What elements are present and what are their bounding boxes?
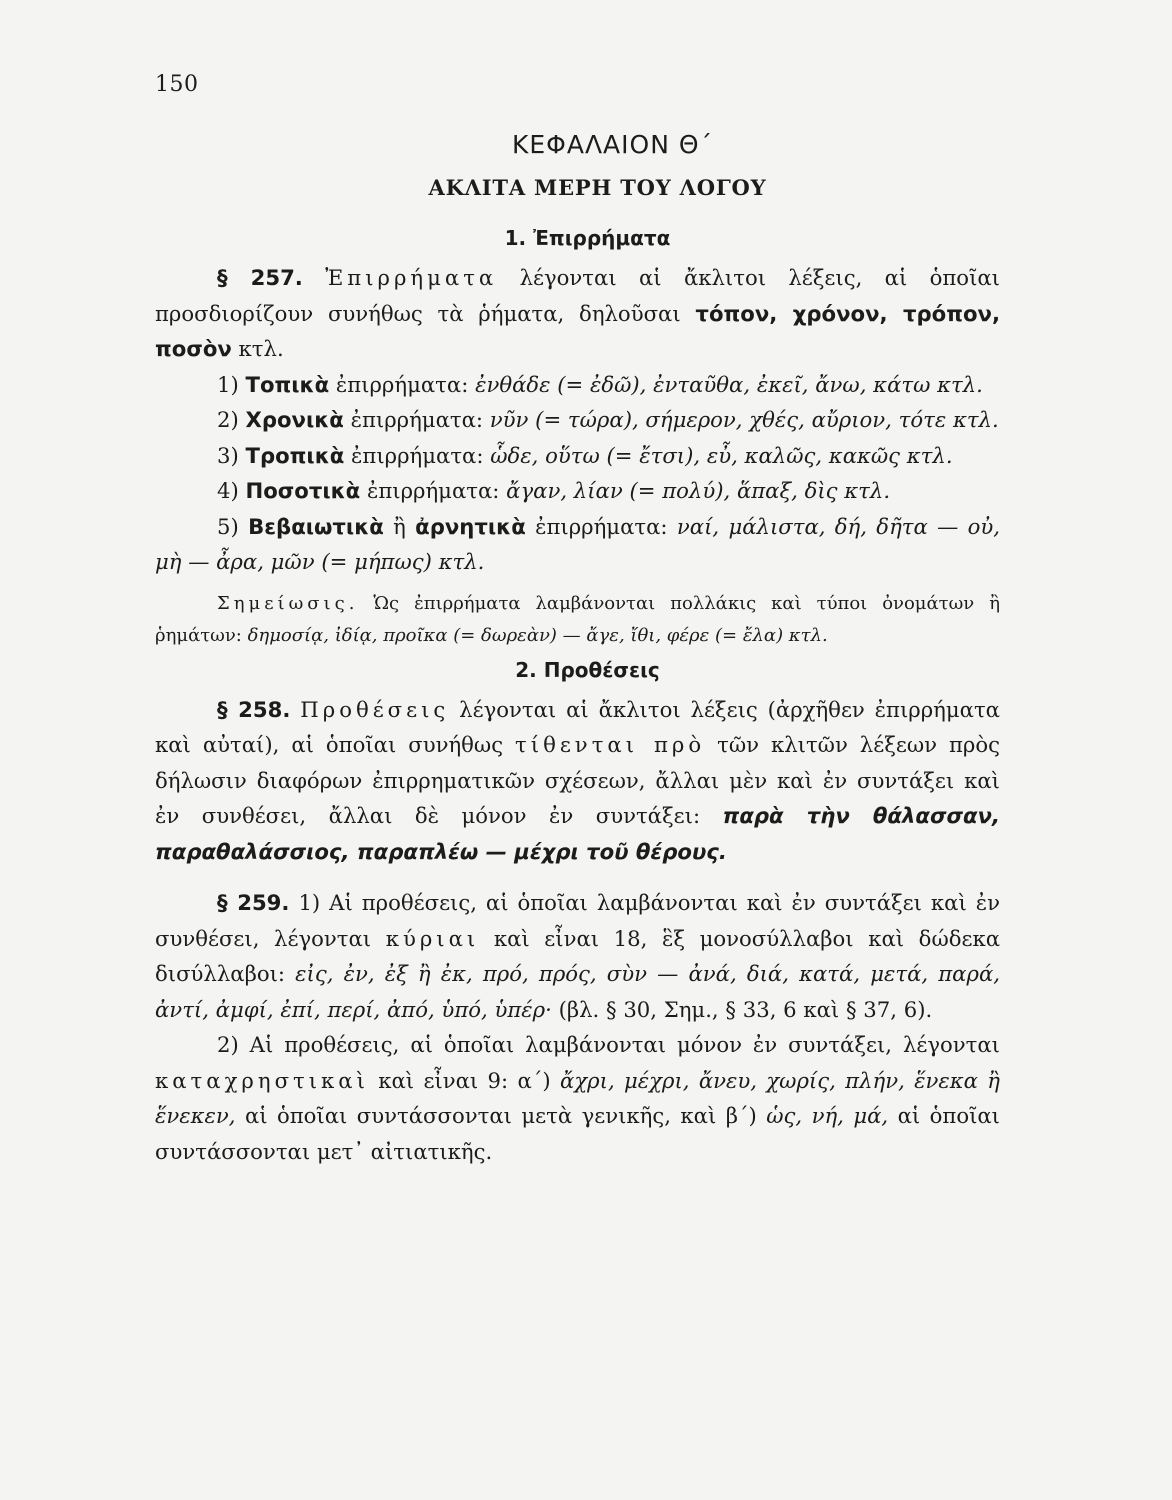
paragraph-258 (155, 692, 1000, 870)
note-text: Ὡς ἐπιρρήματα λαμβάνονται πολλάκις καὶ τύποι ὀνομάτων ἢ ῥημάτων: (155, 592, 1000, 646)
item-text: ἐπιρρήματα: (343, 407, 490, 432)
item-label: Βεβαιωτικὰ (248, 513, 384, 539)
paragraph-text: λέγονται αἱ ἄκλιτοι λέξεις (ἀρχῆθεν ἐπιρρήματα καὶ αὐταί), αἱ ὁποῖαι συνήθως (155, 696, 1000, 757)
item-label: Χρονικὰ (245, 407, 344, 432)
term: Ἐπιρρήματα (325, 265, 498, 290)
item-examples: ἐνθάδε (= ἐδῶ), ἐνταῦθα, ἐκεῖ, ἄνω, κάτω κτλ. (475, 371, 983, 397)
item-number: 1) (217, 371, 239, 397)
item-label: Τοπικὰ (245, 371, 330, 397)
item-label: Ποσοτικὰ (245, 478, 361, 503)
item-number: 4) (217, 478, 239, 503)
page-number: 150 (155, 72, 199, 97)
paragraph-text: (βλ. § 30, Σημ., § 33, 6 καὶ § 37, 6). (551, 996, 933, 1022)
item-number: 5) (217, 513, 239, 539)
term: τίθενται πρὸ (515, 732, 706, 757)
section-number: § 257. (217, 265, 303, 290)
paragraph-text: 1) Αἱ προθέσεις, αἱ ὁποῖαι λαμβάνονται καὶ ἐν συντάξει καὶ ἐν συνθέσει, λέγονται (155, 890, 1000, 951)
item-number: 3) (217, 442, 239, 468)
item-text: ἐπιρρήματα: (360, 478, 507, 503)
paragraph-257 (155, 260, 1000, 367)
term: κύριαι (385, 925, 480, 951)
item-examples: νῦν (= τώρα), σήμερον, χθές, αὔριον, τότε κτλ. (489, 407, 999, 432)
list-item (155, 402, 1000, 438)
examples: παρὰ τὴν θάλασσαν, παραθαλάσσιος, παραπλέω — μέχρι τοῦ θέρους. (155, 803, 1000, 864)
section-number: § 259. (217, 890, 290, 915)
spacer (155, 869, 1000, 885)
examples: ἄχρι, μέχρι, ἄνευ, χωρίς, πλήν, ἕνεκα ἢ ἕνεκεν, (155, 1067, 1000, 1128)
chapter-title: ΚΕΦΑΛΑΙΟΝ Θ΄ (511, 130, 714, 159)
item-label: ἀρνητικὰ (415, 513, 526, 539)
note-examples: δημοσίᾳ, ἰδίᾳ, προῖκα (= δωρεὰν) — ἄγε, ἴθι, φέρε (= ἔλα) κτλ. (247, 624, 828, 646)
item-text: ἢ (383, 513, 416, 539)
paragraph-text: αἱ ὁποῖαι συντάσσονται μετὰ γενικῆς, καὶ β΄) (235, 1103, 767, 1128)
list-item (155, 438, 1000, 474)
examples: ὡς, νή, μά, (766, 1103, 889, 1128)
section-heading-prepositions: 2. Προθέσεις (515, 657, 660, 682)
paragraph-text: καὶ εἶναι 9: α΄) (368, 1067, 561, 1093)
section-heading-adverbs: 1. Ἐπιρρήματα (504, 226, 671, 250)
item-text: ἐπιρρήματα: (344, 442, 491, 468)
item-number: 2) (217, 407, 239, 432)
item-examples: ναί, μάλιστα, δή, δῆτα — οὐ, μὴ — ἆρα, μῶν (= μήπως) κτλ. (155, 513, 1000, 574)
term: καταχρηστικαὶ (155, 1067, 369, 1093)
note (155, 588, 1000, 652)
paragraph-text: 2) Αἱ προθέσεις, αἱ ὁποῖαι λαμβάνονται μόνον ἐν συντάξει, λέγονται (217, 1032, 1000, 1057)
item-text: ἐπιρρήματα: (329, 371, 476, 397)
paragraph-text: αἱ ὁποῖαι συντάσσονται μετ᾽ αἰτιατικῆς. (155, 1103, 1000, 1164)
paragraph-259-2 (155, 1027, 1000, 1169)
paragraph-259 (155, 885, 1000, 1027)
bold-terms: τόπον, χρόνον, τρόπον, ποσὸν (155, 300, 1000, 361)
item-label: Τροπικὰ (245, 442, 345, 468)
paragraph-text: καὶ εἶναι 18, ἓξ μονοσύλλαβοι καὶ δώδεκα δισύλλαβοι: (155, 925, 1001, 986)
chapter-subtitle: ΑΚΛΙΤΑ ΜΕΡΗ ΤΟΥ ΛΟΓΟΥ (428, 175, 767, 200)
page-content (155, 130, 1000, 1169)
paragraph-text: λέγονται αἱ ἄκλιτοι λέξεις, αἱ ὁποῖαι προσδιορίζουν συνήθως τὰ ῥήματα, δηλοῦσαι (155, 265, 1000, 326)
section-number: § 258. (217, 696, 291, 722)
item-examples: ἄγαν, λίαν (= πολύ), ἅπαξ, δὶς κτλ. (506, 478, 891, 503)
paragraph-text: κτλ. (231, 336, 284, 361)
examples: εἰς, ἐν, ἐξ ἢ ἐκ, πρό, πρός, σὺν — ἀνά, διά, κατά, μετά, παρά, ἀντί, ἀμφί, ἐπί, περί, ἀπό, ὑπό, ὑπέρ· (155, 961, 1000, 1022)
list-item (155, 473, 1000, 509)
term: Προθέσεις (300, 696, 450, 722)
paragraph-text: τῶν κλιτῶν λέξεων πρὸς δήλωσιν διαφόρων ἐπιρρηματικῶν σχέσεων, ἄλλαι μὲν καὶ ἐν συντάξει καὶ ἐν συνθέσει, ἄλλαι δὲ μόνον ἐν συντάξει: (155, 732, 1000, 828)
note-label: Σημείωσις. (217, 592, 359, 614)
item-text: ἐπιρρήματα: (525, 513, 677, 539)
list-item (155, 367, 1000, 403)
list-item (155, 509, 1000, 580)
item-examples: ὧδε, οὕτω (= ἔτσι), εὖ, καλῶς, κακῶς κτλ. (490, 442, 953, 468)
